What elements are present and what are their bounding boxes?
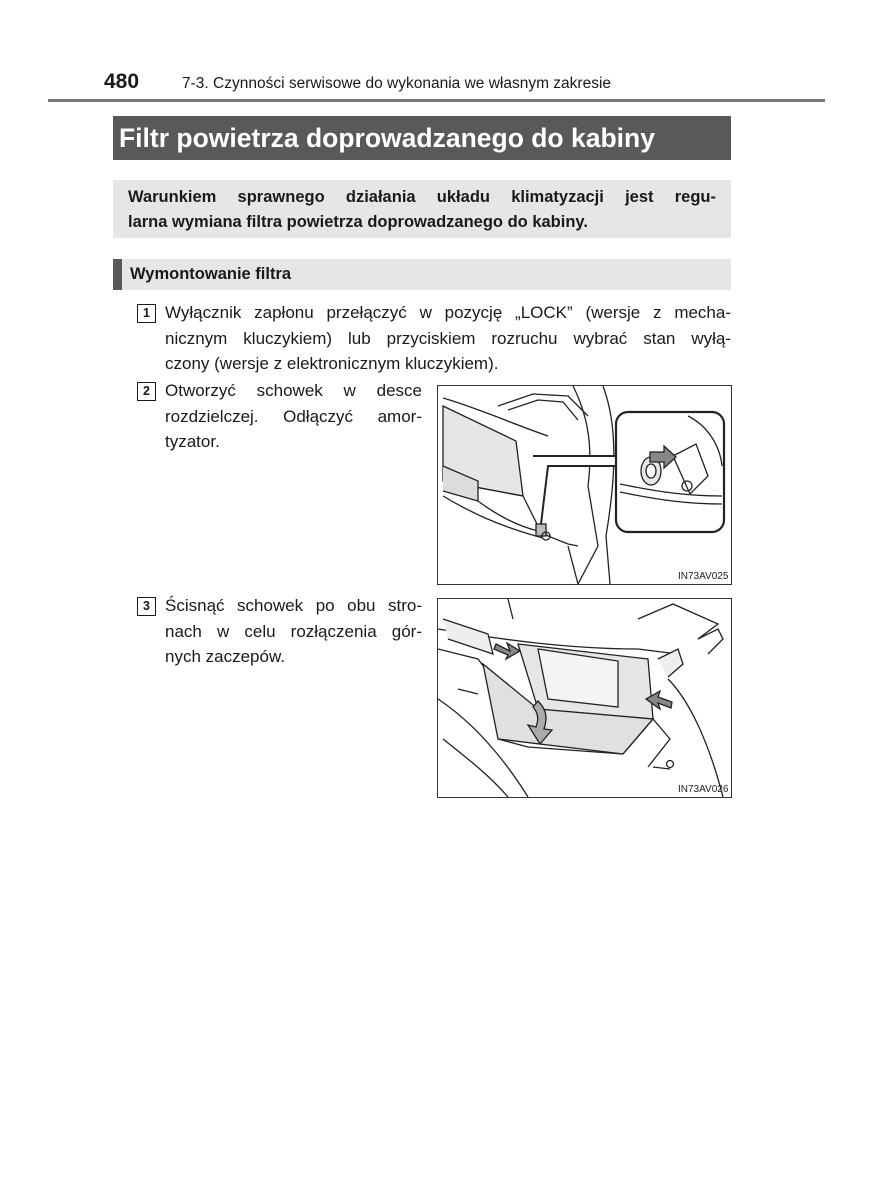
step-line: nach w celu rozłączenia gór- [165,621,422,641]
step-line: tyzator. [165,432,220,451]
figure-code: IN73AV026 [678,784,729,795]
glovebox-squeeze-illustration [438,599,731,797]
intro-line: Warunkiem sprawnego działania układu klimatyzacji jest regu- [128,188,716,206]
figure-code: IN73AV025 [678,571,729,582]
step-number: 1 [137,304,156,323]
step-text [165,378,422,455]
step-line: nych zaczepów. [165,647,286,666]
figure-glovebox-damper [437,385,732,585]
page-number: 480 [104,70,140,93]
step-number: 3 [137,597,156,616]
step-number: 2 [137,382,156,401]
section-title: Filtr powietrza doprowadzanego do kabiny [113,116,731,160]
step-line: Otworzyć schowek w desce [165,381,422,400]
page-header [104,70,824,100]
figure-glovebox-squeeze [437,598,732,798]
step-text [165,300,731,377]
intro-line: larna wymiana filtra powietrza doprowadzanego do kabiny. [128,213,588,231]
intro-box [113,180,731,238]
step-line: nicznym kluczykiem) lub przyciskiem rozruchu wybrać stan wyłą- [165,328,731,348]
step-text [165,593,422,670]
step-line: rozdzielczej. Odłączyć amor- [165,406,422,426]
step-line: Ścisnąć schowek po obu stro- [165,596,422,615]
step-line: Wyłącznik zapłonu przełączyć w pozycję „LOCK” (wersje z mecha- [165,303,731,322]
header-divider [48,99,825,102]
glovebox-damper-illustration [438,386,731,584]
subsection-title: Wymontowanie filtra [113,259,731,290]
step-line: czony (wersje z elektronicznym kluczykiem). [165,354,499,373]
chapter-title: 7-3. Czynności serwisowe do wykonania we własnym zakresie [182,75,612,92]
